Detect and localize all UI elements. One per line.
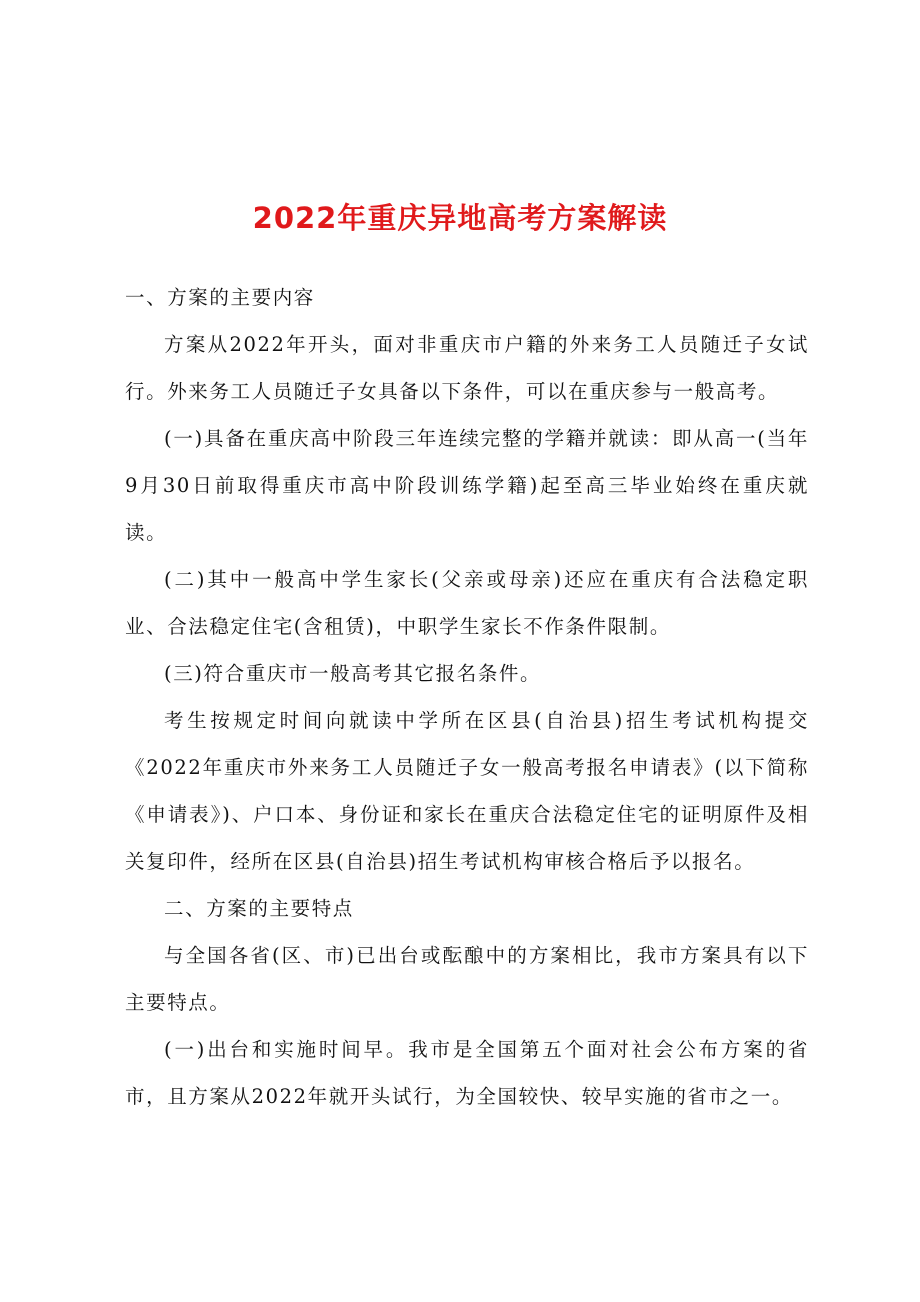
paragraph-condition-2: (二)其中一般高中学生家长(父亲或母亲)还应在重庆有合法稳定职业、合法稳定住宅(含租赁)，中职学生家长不作条件限制。 [125, 568, 809, 638]
paragraph-intro: 方案从2022年开头，面对非重庆市户籍的外来务工人员随迁子女试行。外来务工人员随迁子女具备以下条件，可以在重庆参与一般高考。 [125, 333, 809, 403]
section-heading-main-content: 一、方案的主要内容 [125, 286, 315, 309]
paragraph-feature-1: (一)出台和实施时间早。我市是全国第五个面对社会公布方案的省市，且方案从2022年就开头试行，为全国较快、较早实施的省市之一。 [125, 1038, 809, 1108]
section-heading-main-features: 二、方案的主要特点 [164, 897, 354, 920]
document-body [125, 274, 809, 1120]
paragraph-registration: 考生按规定时间向就读中学所在区县(自治县)招生考试机构提交《2022年重庆市外来务工人员随迁子女一般高考报名申请表》(以下简称《申请表》)、户口本、身份证和家长在重庆合法稳定住宅的证明原件及相关复印件，经所在区县(自治县)招生考试机构审核合格后予以报名。 [125, 709, 809, 873]
paragraph-features-intro: 与全国各省(区、市)已出台或酝酿中的方案相比，我市方案具有以下主要特点。 [125, 944, 809, 1014]
paragraph-condition-3: (三)符合重庆市一般高考其它报名条件。 [164, 662, 542, 685]
paragraph-condition-1: (一)具备在重庆高中阶段三年连续完整的学籍并就读：即从高一(当年9月30日前取得重庆市高中阶段训练学籍)起至高三毕业始终在重庆就读。 [125, 427, 809, 544]
document-title: 2022年重庆异地高考方案解读 [252, 201, 668, 235]
